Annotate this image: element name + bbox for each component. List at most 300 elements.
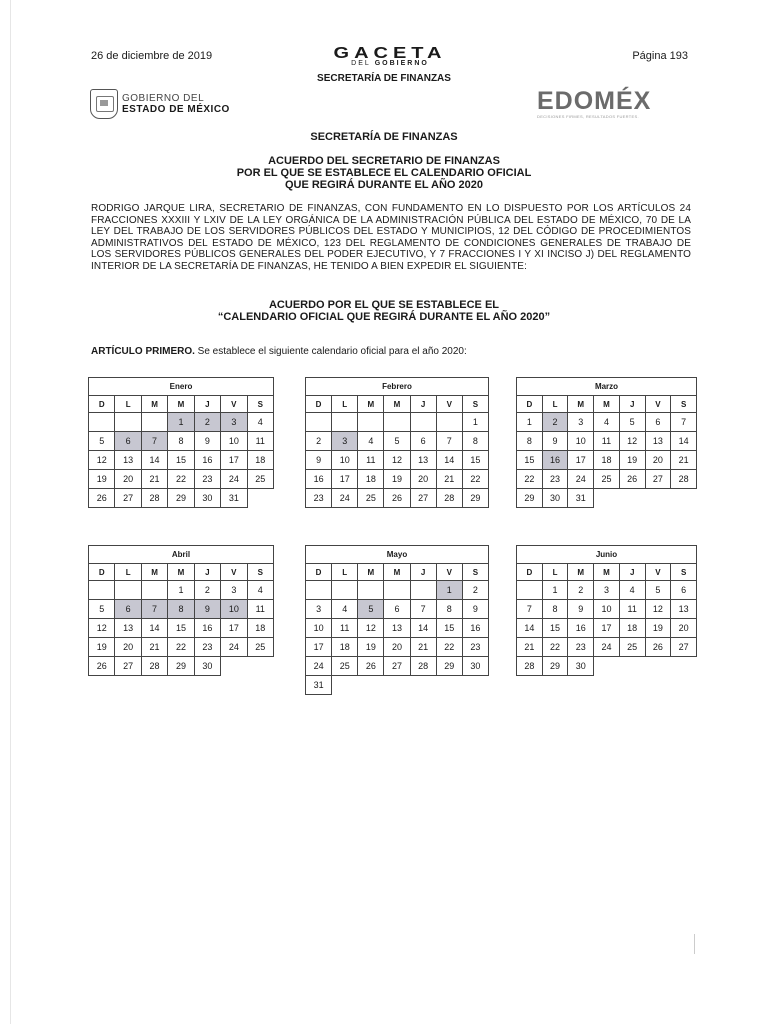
day-cell: 8 <box>517 432 543 451</box>
day-cell: 14 <box>436 451 462 470</box>
weekday-header: J <box>194 396 220 413</box>
day-cell: 19 <box>645 619 671 638</box>
day-cell-empty <box>462 676 488 695</box>
day-cell-holiday: 16 <box>542 451 568 470</box>
day-cell-holiday: 10 <box>221 600 247 619</box>
day-cell-blank <box>410 581 436 600</box>
day-cell-blank <box>141 581 167 600</box>
weekday-header: J <box>410 564 436 581</box>
day-cell: 10 <box>221 432 247 451</box>
day-cell: 6 <box>671 581 697 600</box>
day-cell: 24 <box>221 638 247 657</box>
day-cell: 29 <box>168 657 194 676</box>
day-cell: 18 <box>247 619 273 638</box>
calendar-subtitle-line: “CALENDARIO OFICIAL QUE REGIRÁ DURANTE EL AÑO 2020” <box>217 311 551 323</box>
day-cell: 16 <box>568 619 594 638</box>
articulo-label: ARTÍCULO PRIMERO. <box>91 346 195 357</box>
header-date: 26 de diciembre de 2019 <box>91 50 213 62</box>
day-cell: 2 <box>462 581 488 600</box>
edomex-tagline: DECISIONES FIRMES, RESULTADOS FUERTES. <box>537 114 639 119</box>
weekday-header: M <box>594 564 620 581</box>
month-name: Marzo <box>517 378 697 396</box>
day-cell: 17 <box>221 451 247 470</box>
weekday-header: D <box>89 564 115 581</box>
day-cell: 17 <box>594 619 620 638</box>
day-cell: 21 <box>671 451 697 470</box>
day-cell: 22 <box>168 638 194 657</box>
day-cell-empty <box>619 489 645 508</box>
weekday-header: M <box>141 564 167 581</box>
day-cell: 23 <box>542 470 568 489</box>
day-cell-blank <box>332 581 358 600</box>
day-cell: 10 <box>594 600 620 619</box>
day-cell: 16 <box>306 470 332 489</box>
day-cell: 13 <box>115 619 141 638</box>
day-cell: 15 <box>542 619 568 638</box>
day-cell: 16 <box>194 451 220 470</box>
weekday-header: M <box>168 564 194 581</box>
day-cell: 3 <box>594 581 620 600</box>
day-cell-empty <box>358 676 384 695</box>
day-cell-blank <box>384 413 410 432</box>
day-cell-holiday: 3 <box>221 413 247 432</box>
day-cell-blank <box>358 413 384 432</box>
acuerdo-title-line: POR EL QUE SE ESTABLECE EL CALENDARIO OFICIAL <box>236 167 532 179</box>
day-cell: 21 <box>141 470 167 489</box>
day-cell: 1 <box>168 581 194 600</box>
day-cell: 28 <box>410 657 436 676</box>
day-cell: 31 <box>306 676 332 695</box>
month-name: Febrero <box>306 378 489 396</box>
header-page-number: Página 193 <box>632 50 688 62</box>
day-cell-holiday: 1 <box>168 413 194 432</box>
day-cell: 11 <box>247 600 273 619</box>
weekday-header: M <box>358 396 384 413</box>
weekday-header: S <box>671 564 697 581</box>
day-cell-empty <box>384 676 410 695</box>
edomex-logo <box>537 88 687 119</box>
day-cell: 5 <box>619 413 645 432</box>
weekday-header: J <box>619 564 645 581</box>
calendar-table <box>516 545 697 676</box>
day-cell: 26 <box>89 489 115 508</box>
month-name: Enero <box>89 378 274 396</box>
day-cell-blank <box>141 413 167 432</box>
day-cell: 12 <box>358 619 384 638</box>
day-cell: 14 <box>410 619 436 638</box>
day-cell-empty <box>619 657 645 676</box>
day-cell: 23 <box>194 470 220 489</box>
day-cell: 19 <box>89 470 115 489</box>
weekday-header: L <box>542 564 568 581</box>
day-cell: 25 <box>594 470 620 489</box>
day-cell-holiday: 7 <box>141 432 167 451</box>
weekday-header: M <box>168 396 194 413</box>
weekday-header: M <box>384 564 410 581</box>
weekday-header: J <box>194 564 220 581</box>
day-cell: 16 <box>194 619 220 638</box>
weekday-header: L <box>332 564 358 581</box>
weekday-header: D <box>517 564 543 581</box>
day-cell: 18 <box>358 470 384 489</box>
day-cell-holiday: 1 <box>436 581 462 600</box>
intro-paragraph: RODRIGO JARQUE LIRA, SECRETARIO DE FINANZAS, CON FUNDAMENTO EN LO DISPUESTO POR LOS ARTÍCULOS 24 FRACCIONES XXXIII Y LXIV DE LA LEY ORGÁNICA DE LA ADMINISTRACIÓN PÚBLICA DEL ESTADO DE MÉXICO, 70 DE LA LEY DEL TRABAJO DE LOS SERVIDORES PÚBLICOS DEL ESTADO Y MUNICIPIOS, 12 DEL CÓDIGO DE PROCEDIMIENTOS ADMINISTRATIVOS DEL ESTADO DE MÉXICO, 123 DEL REGLAMENTO DE CONDICIONES GENERALES DE TRABAJO DE LOS SERVIDORES PÚBLICOS GENERALES DEL PODER EJECUTIVO, Y 7 FRACCIONES I Y XI INCISO J) DEL REGLAMENTO INTERIOR DE LA SECRETARÍA DE FINANZAS, HE TENIDO A BIEN EXPEDIR EL SIGUIENTE: <box>91 203 691 272</box>
day-cell: 8 <box>462 432 488 451</box>
day-cell: 7 <box>410 600 436 619</box>
weekday-header: M <box>358 564 384 581</box>
day-cell: 30 <box>542 489 568 508</box>
weekday-header: L <box>115 564 141 581</box>
day-cell: 28 <box>517 657 543 676</box>
weekday-header: L <box>115 396 141 413</box>
day-cell: 29 <box>517 489 543 508</box>
day-cell: 20 <box>115 638 141 657</box>
day-cell: 4 <box>358 432 384 451</box>
day-cell: 12 <box>384 451 410 470</box>
day-cell: 24 <box>221 470 247 489</box>
day-cell: 30 <box>194 489 220 508</box>
acuerdo-title-line: ACUERDO DEL SECRETARIO DE FINANZAS <box>268 155 500 167</box>
month-name: Junio <box>517 546 697 564</box>
calendar-subtitle-line: ACUERDO POR EL QUE SE ESTABLECE EL <box>268 299 499 311</box>
day-cell: 14 <box>141 451 167 470</box>
day-cell: 22 <box>542 638 568 657</box>
day-cell: 7 <box>436 432 462 451</box>
day-cell: 22 <box>168 470 194 489</box>
weekday-header: D <box>89 396 115 413</box>
weekday-header: L <box>332 396 358 413</box>
day-cell: 25 <box>358 489 384 508</box>
calendar-abril <box>88 545 274 676</box>
weekday-header: M <box>594 396 620 413</box>
day-cell: 8 <box>436 600 462 619</box>
day-cell: 16 <box>462 619 488 638</box>
day-cell: 3 <box>306 600 332 619</box>
day-cell: 6 <box>410 432 436 451</box>
day-cell: 15 <box>436 619 462 638</box>
day-cell-holiday: 6 <box>115 600 141 619</box>
day-cell: 19 <box>358 638 384 657</box>
day-cell-holiday: 7 <box>141 600 167 619</box>
day-cell-holiday: 5 <box>358 600 384 619</box>
day-cell: 7 <box>671 413 697 432</box>
weekday-header: M <box>384 396 410 413</box>
day-cell-blank <box>115 413 141 432</box>
weekday-header: V <box>221 396 247 413</box>
weekday-header: V <box>645 564 671 581</box>
day-cell: 4 <box>619 581 645 600</box>
day-cell: 18 <box>247 451 273 470</box>
day-cell: 28 <box>436 489 462 508</box>
calendar-mayo <box>305 545 489 695</box>
gobierno-logo-line2: ESTADO DE MÉXICO <box>122 104 230 115</box>
day-cell: 27 <box>671 638 697 657</box>
day-cell-holiday: 6 <box>115 432 141 451</box>
acuerdo-title-line: QUE REGIRÁ DURANTE EL AÑO 2020 <box>284 179 484 191</box>
month-name: Mayo <box>306 546 489 564</box>
day-cell: 20 <box>384 638 410 657</box>
day-cell: 30 <box>462 657 488 676</box>
day-cell: 1 <box>462 413 488 432</box>
day-cell: 26 <box>358 657 384 676</box>
day-cell: 24 <box>306 657 332 676</box>
weekday-header: S <box>247 396 273 413</box>
day-cell: 18 <box>594 451 620 470</box>
day-cell: 10 <box>306 619 332 638</box>
gobierno-logo-line1: GOBIERNO DEL <box>122 93 205 104</box>
day-cell-blank <box>517 581 543 600</box>
day-cell-blank <box>306 413 332 432</box>
day-cell: 1 <box>542 581 568 600</box>
day-cell: 8 <box>542 600 568 619</box>
day-cell: 31 <box>568 489 594 508</box>
day-cell: 11 <box>247 432 273 451</box>
day-cell: 11 <box>594 432 620 451</box>
day-cell: 22 <box>462 470 488 489</box>
day-cell: 10 <box>332 451 358 470</box>
day-cell: 29 <box>168 489 194 508</box>
articulo-text: Se establece el siguiente calendario oficial para el año 2020: <box>194 346 467 357</box>
section-title: SECRETARÍA DE FINANZAS <box>310 131 458 143</box>
day-cell: 12 <box>619 432 645 451</box>
weekday-header: S <box>247 564 273 581</box>
day-cell-empty <box>247 657 273 676</box>
day-cell: 4 <box>332 600 358 619</box>
day-cell: 27 <box>115 489 141 508</box>
day-cell: 28 <box>671 470 697 489</box>
day-cell: 25 <box>247 638 273 657</box>
day-cell-empty <box>671 657 697 676</box>
day-cell: 23 <box>462 638 488 657</box>
edomex-wordmark: EDOMÉX <box>537 87 652 115</box>
day-cell: 19 <box>619 451 645 470</box>
day-cell: 24 <box>594 638 620 657</box>
day-cell: 23 <box>306 489 332 508</box>
day-cell: 23 <box>568 638 594 657</box>
calendar-table <box>305 377 489 508</box>
day-cell: 29 <box>462 489 488 508</box>
page-edge <box>10 0 11 1024</box>
calendar-table <box>88 545 274 676</box>
day-cell: 5 <box>645 581 671 600</box>
day-cell: 10 <box>568 432 594 451</box>
day-cell: 28 <box>141 489 167 508</box>
day-cell: 26 <box>619 470 645 489</box>
day-cell: 27 <box>645 470 671 489</box>
day-cell: 14 <box>141 619 167 638</box>
day-cell-holiday: 8 <box>168 600 194 619</box>
day-cell: 14 <box>671 432 697 451</box>
day-cell-blank <box>358 581 384 600</box>
day-cell: 17 <box>568 451 594 470</box>
day-cell: 14 <box>517 619 543 638</box>
gaceta-del: DEL <box>351 60 371 67</box>
day-cell-empty <box>247 489 273 508</box>
day-cell-blank <box>89 581 115 600</box>
day-cell: 4 <box>247 581 273 600</box>
day-cell-holiday: 3 <box>332 432 358 451</box>
day-cell: 4 <box>594 413 620 432</box>
day-cell: 15 <box>168 451 194 470</box>
day-cell-empty <box>332 676 358 695</box>
day-cell: 2 <box>568 581 594 600</box>
day-cell: 12 <box>89 619 115 638</box>
day-cell-empty <box>410 676 436 695</box>
day-cell: 31 <box>221 489 247 508</box>
day-cell: 29 <box>436 657 462 676</box>
day-cell: 21 <box>410 638 436 657</box>
day-cell: 22 <box>436 638 462 657</box>
calendar-febrero <box>305 377 489 508</box>
day-cell-empty <box>221 657 247 676</box>
scan-artifact <box>694 934 695 954</box>
weekday-header: M <box>568 564 594 581</box>
day-cell: 21 <box>141 638 167 657</box>
day-cell: 12 <box>645 600 671 619</box>
day-cell: 15 <box>462 451 488 470</box>
day-cell: 9 <box>194 432 220 451</box>
day-cell: 11 <box>358 451 384 470</box>
gaceta-gobierno: GOBIERNO <box>374 60 429 67</box>
day-cell-blank <box>115 581 141 600</box>
day-cell-blank <box>306 581 332 600</box>
day-cell: 27 <box>115 657 141 676</box>
weekday-header: V <box>645 396 671 413</box>
day-cell-empty <box>436 676 462 695</box>
acuerdo-title <box>0 155 768 191</box>
day-cell: 27 <box>410 489 436 508</box>
day-cell: 5 <box>89 600 115 619</box>
day-cell: 18 <box>332 638 358 657</box>
weekday-header: M <box>568 396 594 413</box>
day-cell: 4 <box>247 413 273 432</box>
weekday-header: D <box>306 564 332 581</box>
calendar-table <box>88 377 274 508</box>
day-cell-blank <box>384 581 410 600</box>
day-cell: 18 <box>619 619 645 638</box>
day-cell: 20 <box>671 619 697 638</box>
weekday-header: D <box>517 396 543 413</box>
day-cell: 3 <box>221 581 247 600</box>
day-cell-blank <box>436 413 462 432</box>
day-cell: 17 <box>306 638 332 657</box>
day-cell: 21 <box>517 638 543 657</box>
day-cell: 13 <box>410 451 436 470</box>
day-cell-blank <box>332 413 358 432</box>
day-cell: 11 <box>332 619 358 638</box>
day-cell: 3 <box>568 413 594 432</box>
day-cell-empty <box>645 489 671 508</box>
day-cell: 20 <box>115 470 141 489</box>
day-cell: 25 <box>332 657 358 676</box>
gaceta-masthead <box>300 44 480 67</box>
day-cell: 20 <box>410 470 436 489</box>
day-cell-holiday: 9 <box>194 600 220 619</box>
weekday-header: V <box>436 564 462 581</box>
weekday-header: D <box>306 396 332 413</box>
weekday-header: M <box>141 396 167 413</box>
day-cell: 19 <box>89 638 115 657</box>
day-cell: 26 <box>89 657 115 676</box>
day-cell: 29 <box>542 657 568 676</box>
day-cell: 27 <box>384 657 410 676</box>
calendar-junio <box>516 545 697 676</box>
day-cell: 9 <box>462 600 488 619</box>
day-cell: 21 <box>436 470 462 489</box>
gobierno-logo <box>90 89 230 119</box>
day-cell: 28 <box>141 657 167 676</box>
day-cell: 19 <box>384 470 410 489</box>
day-cell-blank <box>410 413 436 432</box>
calendar-marzo <box>516 377 697 508</box>
day-cell: 22 <box>517 470 543 489</box>
gobierno-logo-text <box>122 93 230 115</box>
day-cell: 6 <box>384 600 410 619</box>
day-cell: 13 <box>671 600 697 619</box>
day-cell: 7 <box>517 600 543 619</box>
day-cell-holiday: 2 <box>194 413 220 432</box>
day-cell: 5 <box>384 432 410 451</box>
top-section-label: SECRETARÍA DE FINANZAS <box>317 73 451 84</box>
day-cell: 23 <box>194 638 220 657</box>
calendar-subtitle <box>0 299 768 323</box>
day-cell: 12 <box>89 451 115 470</box>
day-cell: 11 <box>619 600 645 619</box>
articulo-primero <box>91 346 467 357</box>
day-cell: 24 <box>568 470 594 489</box>
day-cell: 9 <box>568 600 594 619</box>
state-seal-icon <box>90 89 118 119</box>
day-cell-empty <box>671 489 697 508</box>
day-cell: 2 <box>194 581 220 600</box>
day-cell: 15 <box>168 619 194 638</box>
day-cell: 2 <box>306 432 332 451</box>
day-cell: 9 <box>306 451 332 470</box>
weekday-header: V <box>436 396 462 413</box>
gaceta-title: GACETA <box>333 44 447 62</box>
day-cell: 25 <box>247 470 273 489</box>
weekday-header: J <box>410 396 436 413</box>
day-cell: 20 <box>645 451 671 470</box>
day-cell-empty <box>594 657 620 676</box>
day-cell: 8 <box>168 432 194 451</box>
weekday-header: S <box>462 396 488 413</box>
day-cell-empty <box>594 489 620 508</box>
day-cell: 17 <box>332 470 358 489</box>
day-cell: 30 <box>194 657 220 676</box>
day-cell: 26 <box>384 489 410 508</box>
weekday-header: S <box>671 396 697 413</box>
month-name: Abril <box>89 546 274 564</box>
day-cell: 24 <box>332 489 358 508</box>
day-cell: 13 <box>384 619 410 638</box>
day-cell: 26 <box>645 638 671 657</box>
day-cell-blank <box>89 413 115 432</box>
day-cell: 15 <box>517 451 543 470</box>
day-cell: 25 <box>619 638 645 657</box>
day-cell: 5 <box>89 432 115 451</box>
day-cell: 6 <box>645 413 671 432</box>
day-cell: 30 <box>568 657 594 676</box>
weekday-header: L <box>542 396 568 413</box>
day-cell: 9 <box>542 432 568 451</box>
day-cell-empty <box>645 657 671 676</box>
day-cell: 13 <box>645 432 671 451</box>
day-cell: 17 <box>221 619 247 638</box>
calendar-table <box>516 377 697 508</box>
day-cell: 1 <box>517 413 543 432</box>
calendar-table <box>305 545 489 695</box>
